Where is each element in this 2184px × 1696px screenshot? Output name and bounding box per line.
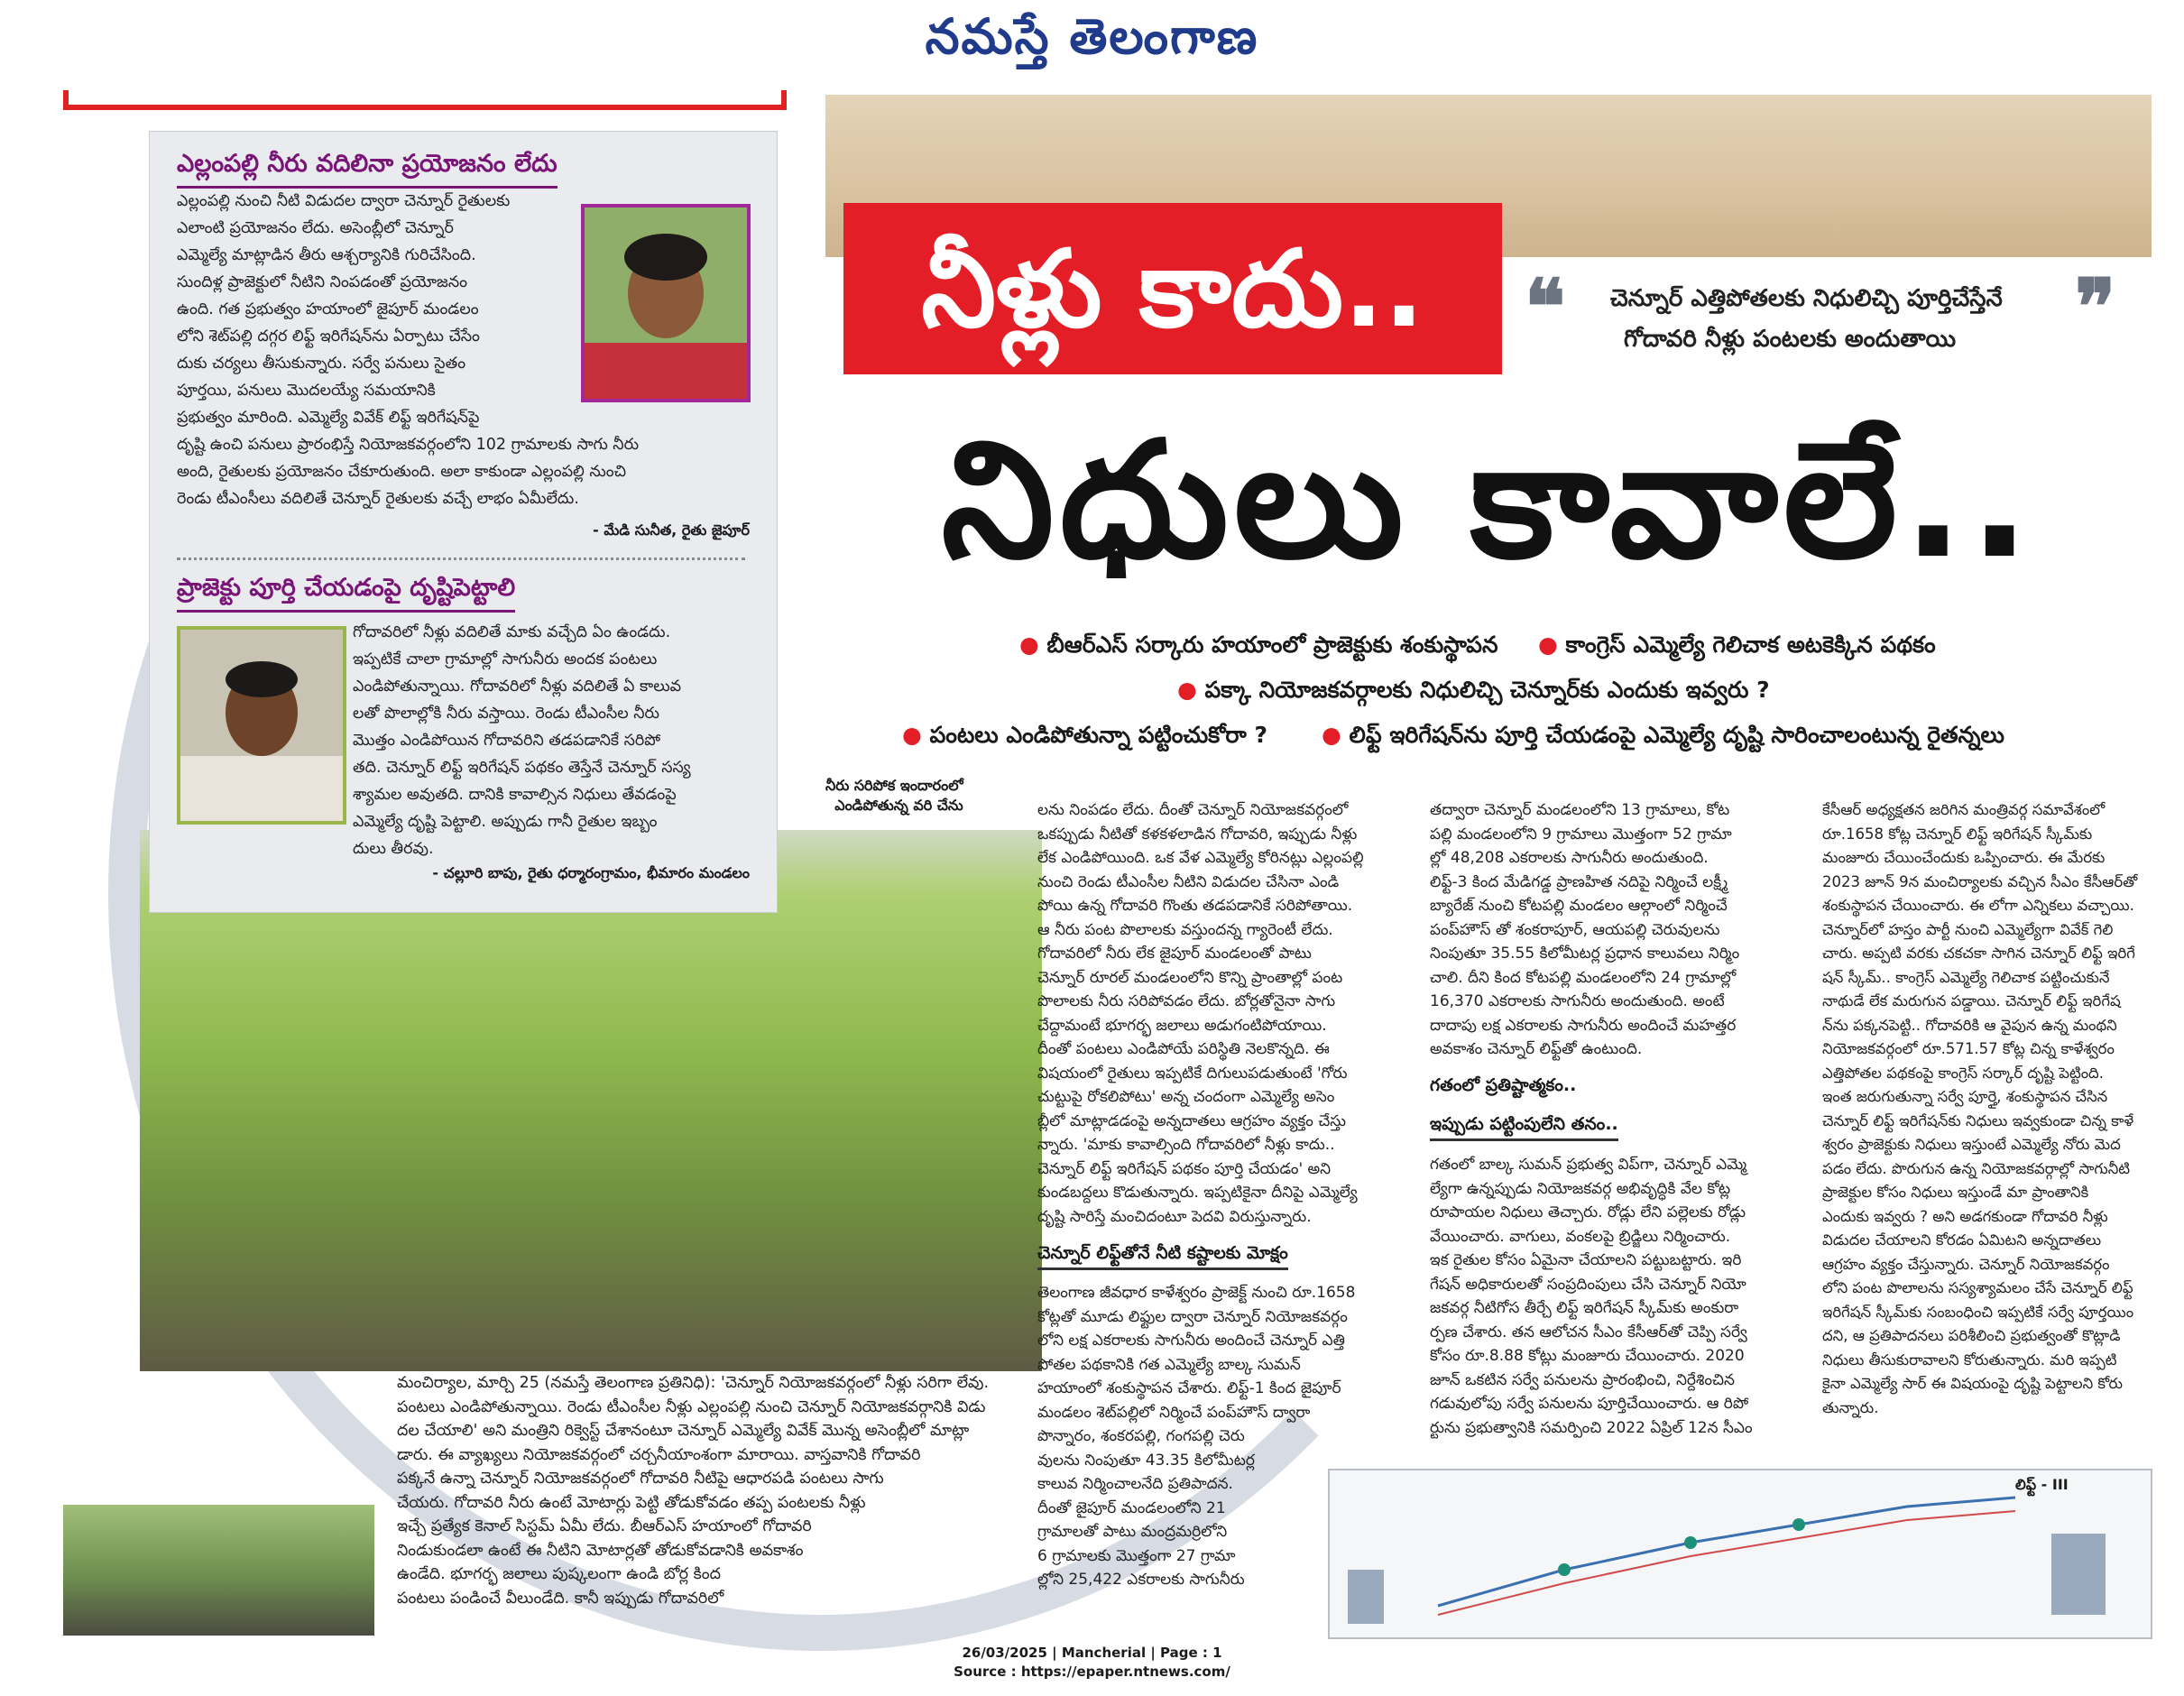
subhead-chennur-lift: చెన్నూర్ లిఫ్ట్‌తోనే నీటి కష్టాలకు మోక్షం [1037, 1243, 1288, 1270]
lift-diagram-photo [1328, 1469, 2152, 1639]
bullet-2: ● కాంగ్రెస్ ఎమ్మెల్యే గెలిచాక అటకెక్కిన పథకం [1538, 631, 1936, 658]
article-column-3: కేసీఆర్ అధ్యక్షతన జరిగిన మంత్రివర్గ సమావేశంలో రూ.1658 కోట్ల చెన్నూర్ లిఫ్ట్ ఇరిగేషన్ స్కీమ్‌కు మంజూరు చేయించేందుకు ఒప్పించారు. ఈ మేరకు 2023 జూన్ 9న మంచిర్యాలకు వచ్చిన సీఎం కేసీఆర్‌తో శంకుస్థాపన చేయించారు. ఈ లోగా ఎన్నికలు వచ్చాయి. చెన్నూర్‌లో హస్తం పార్టీ నుంచి ఎమ్మెల్యేగా వివేక్ గెలి చారు. అప్పటి వరకు చకచకా సాగిన చెన్నూర్ లిఫ్ట్ ఇరిగే షన్ స్కీమ్.. కాంగ్రెస్ ఎమ్మెల్యే గెలిచాక పట్టించుకునే నాథుడే లేక మరుగున పడ్డాయి. చెన్నూర్ లిఫ్ట్ ఇరిగేష న్‌ను పక్కనపెట్టి.. గోదావరికి ఆ వైపున ఉన్న మంథని నియోజకవర్గంలో రూ.571.57 కోట్ల చిన్న కాళేశ్వరం ఎత్తిపోతల పథకంపై కాంగ్రెస్ సర్కార్ దృష్టి పెట్టింది. ఇంత జరుగుతున్నా సర్వే పూర్తై, శంకుస్థాపన చేసిన చెన్నూర్ లిఫ్ట్ ఇరిగేషన్‌కు నిధులు ఇవ్వకుండా చిన్న కాళే శ్వరం ప్రాజెక్టుకు నిధులు ఇస్తుంటే ఎమ్మెల్యే నోరు మెద పడం లేదు. పొరుగున ఉన్న నియోజకవర్గాల్లో సాగునీటి ప్రాజెక్టుల కోసం నిధులు ఇస్తుండే మా ప్రాంతానికి ఎందుకు ఇవ్వరు ? అని అడగకుండా గోదావరి నీళ్లు విడుదల చేయాలని కోరడం ఏమిటని అన్నదాతలు ఆగ్రహం వ్యక్తం చేస్తున్నారు. చెన్నూర్ నియోజకవర్గం లోని పంట పొలాలను సస్యశ్యామలం చేసే చెన్నూర్ లిఫ్ట్ ఇరిగేషన్ స్కీమ్‌కు సంబంధించి ఇప్పటికే సర్వే పూర్తయిం దని, ఆ ప్రతిపాదనలు పరిశీలించి ప్రభుత్వంతో కొట్లాడి నిధులు తీసుకురావాలని కోరుతున్నారు. మరి ఇప్పటి కైనా ఎమ్మెల్యే సార్ ఈ విషయంపై దృష్టి పెట్టాలని కోరు తున్నారు. [1822, 801, 2138, 1416]
sidebar-signature-2: - చల్లూరి బాపు, రైతు ధర్మారంగ్రామం, భీమారం మండలం [432, 864, 750, 881]
kicker-headline: నీళ్లు కాదు.. [843, 203, 1502, 374]
article-column-2: తద్వారా చెన్నూర్ మండలంలోని 13 గ్రామాలు, కోట పల్లి మండలంలోని 9 గ్రామాలు మొత్తంగా 52 గ్రామా ల్లో 48,208 ఎకరాలకు సాగునీరు అందుతుంది. లిఫ్ట్-3 కింద మేడిగడ్డ ప్రాణహిత నదిపై నిర్మించే లక్ష్మీ బ్యారేజ్ నుంచి కోటపల్లి మండలం ఆల్గాంలో నిర్మించే పంప్‌హౌస్ తో శంకరాపూర్, ఆయపల్లి చెరువులను నింపుతూ 35.55 కిలోమీటర్ల ప్రధాన కాలువలు నిర్మిం చాలి. దీని కింద కోటపల్లి మండలంలోని 24 గ్రామాల్లో 16,370 ఎకరాలకు సాగునీరు అందుతుంది. అంటే దాదాపు లక్ష ఎకరాలకు సాగునీరు అందించే మహత్తర అవకాశం చెన్నూర్ లిఫ్ట్‌తో ఉంటుంది. [1430, 801, 1740, 1058]
sidebar-heading-2: ప్రాజెక్టు పూర్తి చేయడంపై దృష్టిపెట్టాలి [177, 574, 515, 613]
sidebar-heading-1: ఎల్లంపల్లి నీరు వదిలినా ప్రయోజనం లేదు [177, 150, 558, 189]
quote-line-2: గోదావరి నీళ్లు పంటలకు అందుతాయి [1624, 326, 1957, 353]
subhead-present: ఇప్పుడు పట్టింపులేని తనం.. [1430, 1114, 1618, 1141]
sidebar-text-2: గోదావరిలో నీళ్లు వదిలితే మాకు వచ్చేది ఏం ఉండదు. ఇప్పటికే చాలా గ్రామాల్లో సాగునీరు అందక పంటలు ఎండిపోతున్నాయి. గోదావరిలో నీళ్లు వదిలితే ఏ కాలువ లతో పొలాల్లోకి నీరు వస్తాయి. రెండు టీఎంసీల నీరు మొత్తం ఎండిపోయిన గోదావరిని తడపడానికే సరిపో తది. చెన్నూర్ లిఫ్ట్ ఇరిగేషన్ పథకం తెస్తేనే చెన్నూర్ సస్య శ్యామల అవుతది. దానికి కావాల్సిన నిధులు తేవడంపై ఎమ్మెల్యే దృష్టి పెట్టాలి. అప్పుడు గానీ రైతుల ఇబ్బం దులు తీరవు. [353, 623, 691, 858]
bullet-5: ● లిఫ్ట్ ఇరిగేషన్‌ను పూర్తి చేయడంపై ఎమ్మెల్యే దృష్టి సారించాలంటున్న రైతన్నలు [1322, 722, 2004, 748]
sidebar-text-1a: ఎల్లంపల్లి నుంచి నీటి విడుదల ద్వారా చెన్నూర్ రైతులకు ఎలాంటి ప్రయోజనం లేదు. అసెంబ్లీలో చెన్నూర్ ఎమ్మెల్యే మాట్లాడిన తీరు ఆశ్చర్యానికి గురిచేసింది. సుందిళ్ల ప్రాజెక్టులో నీటిని నింపడంతో ప్రయోజనం ఉంది. గత ప్రభుత్వం హయాంలో జైపూర్ మండలం లోని శెట్‌పల్లి దగ్గర లిఫ్ట్ ఇరిగేషన్‌ను ఏర్పాటు చేసేం దుకు చర్యలు తీసుకున్నారు. సర్వే పనులు సైతం పూర్తయి, పనులు మొదలయ్యే సమయానికి ప్రభుత్వం మారింది. ఎమ్మెల్యే వివేక్ లిఫ్ట్ ఇరిగేషన్‌పై [177, 192, 511, 427]
sidebar-signature-1: - మేడి సునీత, రైతు జైపూర్ [593, 521, 750, 539]
farmer-photo-2 [177, 626, 346, 825]
masthead-title: నమస్తే తెలంగాణ [925, 7, 1259, 65]
quote-open-icon: ❝ [1525, 262, 1566, 351]
sidebar-divider [177, 558, 745, 560]
bullet-4: ● పంటలు ఎండిపోతున్నా పట్టించుకోరా ? [902, 722, 1268, 748]
quote-close-icon: ❞ [2075, 262, 2116, 351]
sidebar-text-1b: దృష్టి ఉంచి పనులు ప్రారంభిస్తే నియోజకవర్గంలోని 102 గ్రామాలకు సాగు నీరు అంది, రైతులకు ప్రయోజనం చేకూరుతుంది. అలా కాకుండా ఎల్లంపల్లి నుంచి రెండు టీఎంసీలు వదిలితే చెన్నూర్ రైతులకు వచ్చే లాభం ఏమీలేదు. [177, 436, 640, 508]
main-headline: నిధులు కావాలే.. [941, 407, 2036, 594]
article-lead: మంచిర్యాల, మార్చి 25 (నమస్తే తెలంగాణ ప్రతినిధి): 'చెన్నూర్ నియోజకవర్గంలో నీళ్లు సరిగా లేవు. పంటలు ఎండిపోతున్నాయి. రెండు టీఎంసీల నీళ్లు ఎల్లంపల్లి నుంచి చెన్నూర్ నియోజకవర్గానికి విడు దల చేయాలి' అని మంత్రిని రిక్వెస్ట్ చేశానంటూ చెన్నూర్ ఎమ్మెల్యే వివేక్ మొన్న అసెంబ్లీలో మాట్లా డారు. ఈ వ్యాఖ్యలు నియోజకవర్గంలో చర్చనీయాంశంగా మారాయి. వాస్తవానికి గోదావరి పక్కనే ఉన్నా చెన్నూర్ నియోజకవర్గంలో గోదావరి నీటిపై ఆధారపడి పంటలు సాగు చేయరు. గోదావరి నీరు ఉంటే మోటార్లు పెట్టి తోడుకోవడం తప్ప పంటలకు నీళ్లు ఇచ్చే ప్రత్యేక కెనాల్ సిస్టమ్ ఏమీ లేదు. బీఆర్ఎస్ హయాంలో గోదావరి నిండుకుండలా ఉంటే ఈ నీటిని మోటార్లతో తోడుకోవడానికి అవకాశం ఉండేది. భూగర్భ జలాలు పుష్కలంగా ఉండి బోర్ల కింద పంటలు పండించే వీలుండేది. కానీ ఇప్పుడు గోదావరిలో [397, 1374, 990, 1608]
footer-source-link[interactable]: Source : https://epaper.ntnews.com/ [954, 1664, 1230, 1680]
footer-date-edition: 26/03/2025 | Mancherial | Page : 1 [962, 1645, 1222, 1661]
subhead-past: గతంలో ప్రతిష్టాత్మకం.. [1430, 1075, 1577, 1095]
red-divider [63, 90, 787, 110]
article-column-1b: తెలంగాణ జీవధార కాళేశ్వరం ప్రాజెక్ట్ నుంచి రూ.1658 కోట్లతో మూడు లిఫ్టుల ద్వారా చెన్నూర్ నియోజకవర్గం లోని లక్ష ఎకరాలకు సాగునీరు అందించే చెన్నూర్ ఎత్తి పోతల పథకానికి గత ఎమ్మెల్యే బాల్క సుమన్ హయాంలో శంకుస్థాపన చేశారు. లిఫ్ట్-1 కింద జైపూర్ మండలం శెట్‌పల్లిలో నిర్మించే పంప్‌హౌస్ ద్వారా పొన్నారం, శంకరపల్లి, గంగపల్లి చెరు వులను నింపుతూ 43.35 కిలోమీటర్ల కాలువ నిర్మించాలనేది ప్రతిపాదన. దీంతో జైపూర్ మండలంలోని 21 గ్రామాలతో పాటు మంద్రమర్రిలోని 6 గ్రామాలకు మొత్తంగా 27 గ్రామా ల్లోని 25,422 ఎకరాలకు సాగునీరు [1037, 1284, 1356, 1589]
article-column-1: లను నింపడం లేదు. దీంతో చెన్నూర్ నియోజకవర్గంలో ఒకప్పుడు నీటితో కళకళలాడిన గోదావరి, ఇప్పుడు నీళ్లు లేక ఎండిపోయింది. ఒక వేళ ఎమ్మెల్యే కోరినట్లు ఎల్లంపల్లి నుంచి రెండు టీఎంసీల నీటిని విడుదల చేసినా ఎండి పోయి ఉన్న గోదావరి గొంతు తడపడానికే సరిపోతాయి. ఆ నీరు పంట పొలాలకు వస్తుందన్న గ్యారెంటీ లేదు. గోదావరిలో నీరు లేక జైపూర్ మండలంతో పాటు చెన్నూర్ రూరల్ మండలంలోని కొన్ని ప్రాంతాల్లో పంట పొలాలకు నీరు సరిపోవడం లేదు. బోర్లతోనైనా సాగు చేద్దామంటే భూగర్భ జలాలు అడుగంటిపోయాయి. దీంతో పంటలు ఎండిపోయే పరిస్థితి నెలకొన్నది. ఈ విషయంలో రైతులు ఇప్పటికే దిగులుపడుతుంటే 'గోరు చుట్టుపై రోకలిపోటు' అన్న చందంగా ఎమ్మెల్యే అసెం బ్లీలో మాట్లాడడంపై అన్నదాతలు ఆగ్రహం వ్యక్తం చేస్తు న్నారు. 'మాకు కావాల్సింది గోదావరిలో నీళ్లు కాదు.. చెన్నూర్ లిఫ్ట్ ఇరిగేషన్ పథకం పూర్తి చేయడం' అని కుండబద్దలు కొడుతున్నారు. ఇప్పటికైనా దీనిపై ఎమ్మెల్యే దృష్టి సారిస్తే మంచిదంటూ పెదవి విరుస్తున్నారు. [1037, 801, 1364, 1226]
quote-line-1: చెన్నూర్ ఎత్తిపోతలకు నిధులిచ్చి పూర్తిచేస్తేనే [1610, 285, 2003, 312]
article-column-2b: గతంలో బాల్క సుమన్ ప్రభుత్వ విప్‌గా, చెన్నూర్ ఎమ్మె ల్యేగా ఉన్నప్పుడు నియోజకవర్గ అభివృద్ధికి వేల కోట్ల రూపాయల నిధులు తెచ్చారు. రోడ్లు లేని పల్లెలకు రోడ్లు వేయించారు. వాగులు, వంకలపై బ్రిడ్జిలు నిర్మించారు. ఇక రైతుల కోసం ఏమైనా చేయాలని పట్టుబట్టారు. ఇరి గేషన్ అధికారులతో సంప్రదింపులు చేసి చెన్నూర్ నియో జకవర్గ నీటిగోస తీర్చే లిఫ్ట్ ఇరిగేషన్ స్కీమ్‌కు అంకురా ర్పణ చేశారు. తన ఆలోచన సీఎం కేసీఆర్‌తో చెప్పి సర్వే కోసం రూ.8.88 కోట్లు మంజూరు చేయించారు. 2020 జూన్ ఒకటిన సర్వే పనులను ప్రారంభించి, నిర్దేశించిన గడువులోపు సర్వే పనులను పూర్తిచేయించారు. ఆ రిపో ర్టును ప్రభుత్వానికి సమర్పించి 2022 ఏప్రిల్ 12న సీఎం [1430, 1156, 1753, 1437]
bottom-photo [63, 1505, 374, 1636]
bullet-3: ● పక్కా నియోజకవర్గాలకు నిధులిచ్చి చెన్నూర్‌కు ఎందుకు ఇవ్వరు ? [1177, 677, 1770, 703]
page-footer [0, 1644, 2184, 1682]
bullet-1: ● బీఆర్ఎస్ సర్కారు హయాంలో ప్రాజెక్టుకు శంకుస్థాపన [1019, 631, 1498, 658]
sidebar-box [149, 131, 778, 913]
farmer-photo-1 [581, 204, 751, 402]
diagram-label: లిఫ్ట్ - III [2015, 1476, 2069, 1493]
photo-caption: నీరు సరిపోక ఇందారంలో ఎండిపోతున్న వరి చేను [825, 777, 963, 814]
